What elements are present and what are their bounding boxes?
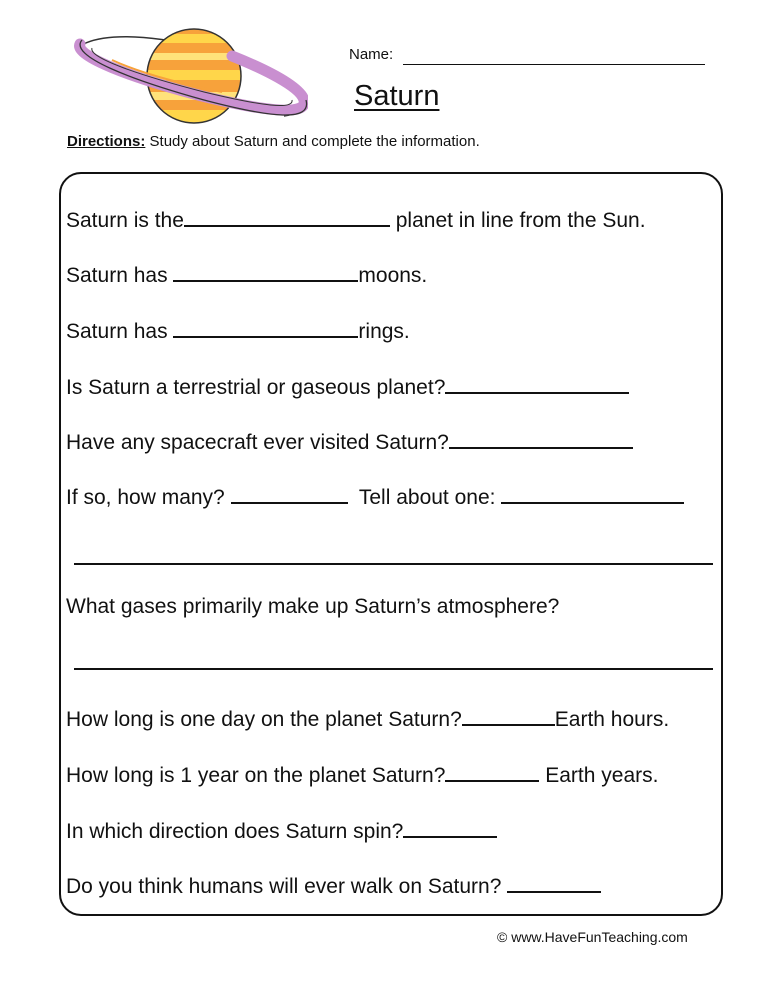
- answer-blank[interactable]: [501, 484, 684, 504]
- question-6-text-middle: Tell about one:: [347, 486, 502, 509]
- question-9-text: How long is 1 year on the planet Saturn?: [66, 764, 446, 787]
- answer-blank[interactable]: [445, 374, 629, 394]
- question-11: [66, 873, 601, 899]
- answer-blank[interactable]: [173, 318, 358, 338]
- question-3-text-after: rings.: [358, 320, 410, 343]
- answer-blank[interactable]: [403, 818, 497, 838]
- page-title: Saturn: [354, 80, 440, 112]
- answer-line-full[interactable]: [74, 668, 713, 670]
- question-6-text: If so, how many?: [66, 486, 231, 509]
- question-8-text-after: Earth hours.: [554, 708, 670, 731]
- question-4-text: Is Saturn a terrestrial or gaseous planet?: [66, 376, 446, 399]
- name-label: Name:: [349, 46, 394, 63]
- question-8: [66, 706, 669, 732]
- question-2: [66, 262, 427, 288]
- answer-blank[interactable]: [184, 207, 390, 227]
- question-4: [66, 374, 629, 400]
- question-3: [66, 318, 410, 344]
- answer-blank[interactable]: [173, 262, 358, 282]
- question-8-text: How long is one day on the planet Saturn?: [66, 708, 462, 731]
- question-1-text: Saturn is the: [66, 209, 184, 232]
- answer-blank[interactable]: [445, 762, 539, 782]
- answer-blank[interactable]: [507, 873, 601, 893]
- question-9-text-after: Earth years.: [539, 764, 659, 787]
- question-7-text: What gases primarily make up Saturn’s atmosphere?: [66, 595, 560, 618]
- question-2-text: Saturn has: [66, 264, 174, 287]
- question-2-text-after: moons.: [358, 264, 428, 287]
- name-field-line[interactable]: [403, 64, 705, 65]
- question-10-text: In which direction does Saturn spin?: [66, 820, 404, 843]
- directions-text: Study about Saturn and complete the information.: [145, 133, 480, 150]
- saturn-illustration: [72, 20, 308, 132]
- directions: [67, 133, 480, 150]
- question-3-text: Saturn has: [66, 320, 174, 343]
- answer-blank[interactable]: [449, 429, 633, 449]
- question-1: [66, 207, 646, 233]
- question-6: [66, 484, 684, 510]
- question-7: [66, 595, 559, 619]
- question-10: [66, 818, 497, 844]
- question-1-text-after: planet in line from the Sun.: [389, 209, 646, 232]
- directions-label: Directions:: [67, 133, 146, 150]
- copyright-footer: © www.HaveFunTeaching.com: [497, 929, 688, 945]
- question-9: [66, 762, 658, 788]
- answer-line-full[interactable]: [74, 563, 713, 565]
- question-5-text: Have any spacecraft ever visited Saturn?: [66, 431, 449, 454]
- question-5: [66, 429, 633, 455]
- answer-blank[interactable]: [462, 706, 555, 726]
- answer-blank[interactable]: [231, 484, 348, 504]
- question-11-text: Do you think humans will ever walk on Saturn?: [66, 875, 508, 898]
